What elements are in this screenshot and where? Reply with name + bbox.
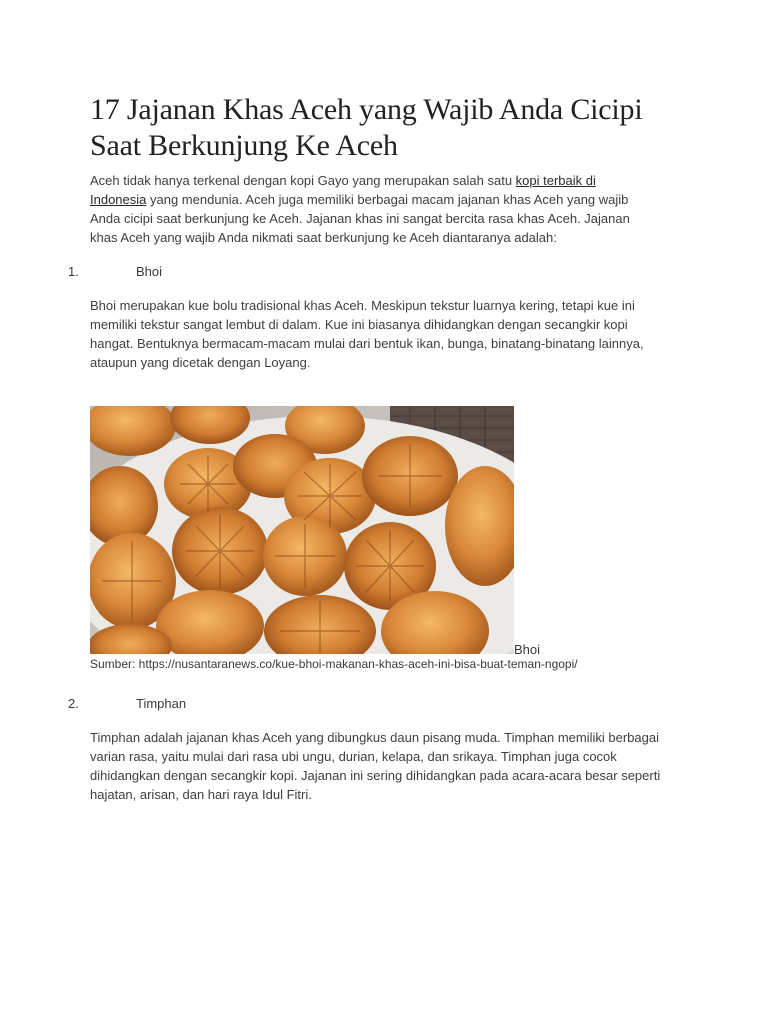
item-1-description: Bhoi merupakan kue bolu tradisional khas Aceh. Meskipun tekstur luarnya kering, tetapi kue ini memiliki tekstur sangat lembut di dalam. Kue ini biasanya dihidangkan dengan secangkir kopi hangat. Bentuknya bermacam-macam mulai dari bentuk ikan, bunga, binatang-binatang lainnya, ataupun yang dicetak dengan Loyang. <box>90 298 644 370</box>
list-item-1 <box>68 262 162 281</box>
bhoi-photo <box>90 406 514 654</box>
coffee-link[interactable]: kopi terbaik di Indonesia <box>90 173 596 207</box>
list-item-2 <box>68 694 186 713</box>
bhoi-cakes-image <box>90 406 514 654</box>
item-2-description: Timphan adalah jajanan khas Aceh yang dibungkus daun pisang muda. Timphan memiliki berbagai varian rasa, yaitu mulai dari rasa ubi ungu, durian, kelapa, dan srikaya. Timphan juga cocok dihidangkan dengan secangkir kopi. Jajanan ini sering dihidangkan pada acara-acara besar seperti hajatan, arisan, dan hari raya Idul Fitri. <box>90 730 661 802</box>
article-title: 17 Jajanan Khas Aceh yang Wajib Anda Cicipi Saat Berkunjung Ke Aceh <box>90 93 643 162</box>
intro-text-start: Aceh tidak hanya terkenal dengan kopi Gayo yang merupakan salah satu <box>90 173 516 188</box>
image-source: Sumber: https://nusantaranews.co/kue-bhoi-makanan-khas-aceh-ini-bisa-buat-teman-ngopi/ <box>90 657 578 671</box>
intro-text-end: yang mendunia. Aceh juga memiliki berbagai macam jajanan khas Aceh yang wajib Anda cicipi saat berkunjung ke Aceh. Jajanan khas ini sangat bercita rasa khas Aceh. Jajanan khas Aceh yang wajib Anda nikmati saat berkunjung ke Aceh diantaranya adalah: <box>90 192 630 245</box>
list-item-title: Timphan <box>136 696 187 711</box>
list-number: 1. <box>68 264 79 279</box>
document-page <box>68 92 680 802</box>
intro-paragraph <box>90 171 650 247</box>
image-caption: Bhoi <box>514 642 541 657</box>
list-item-title: Bhoi <box>136 264 163 279</box>
list-number: 2. <box>68 696 79 711</box>
